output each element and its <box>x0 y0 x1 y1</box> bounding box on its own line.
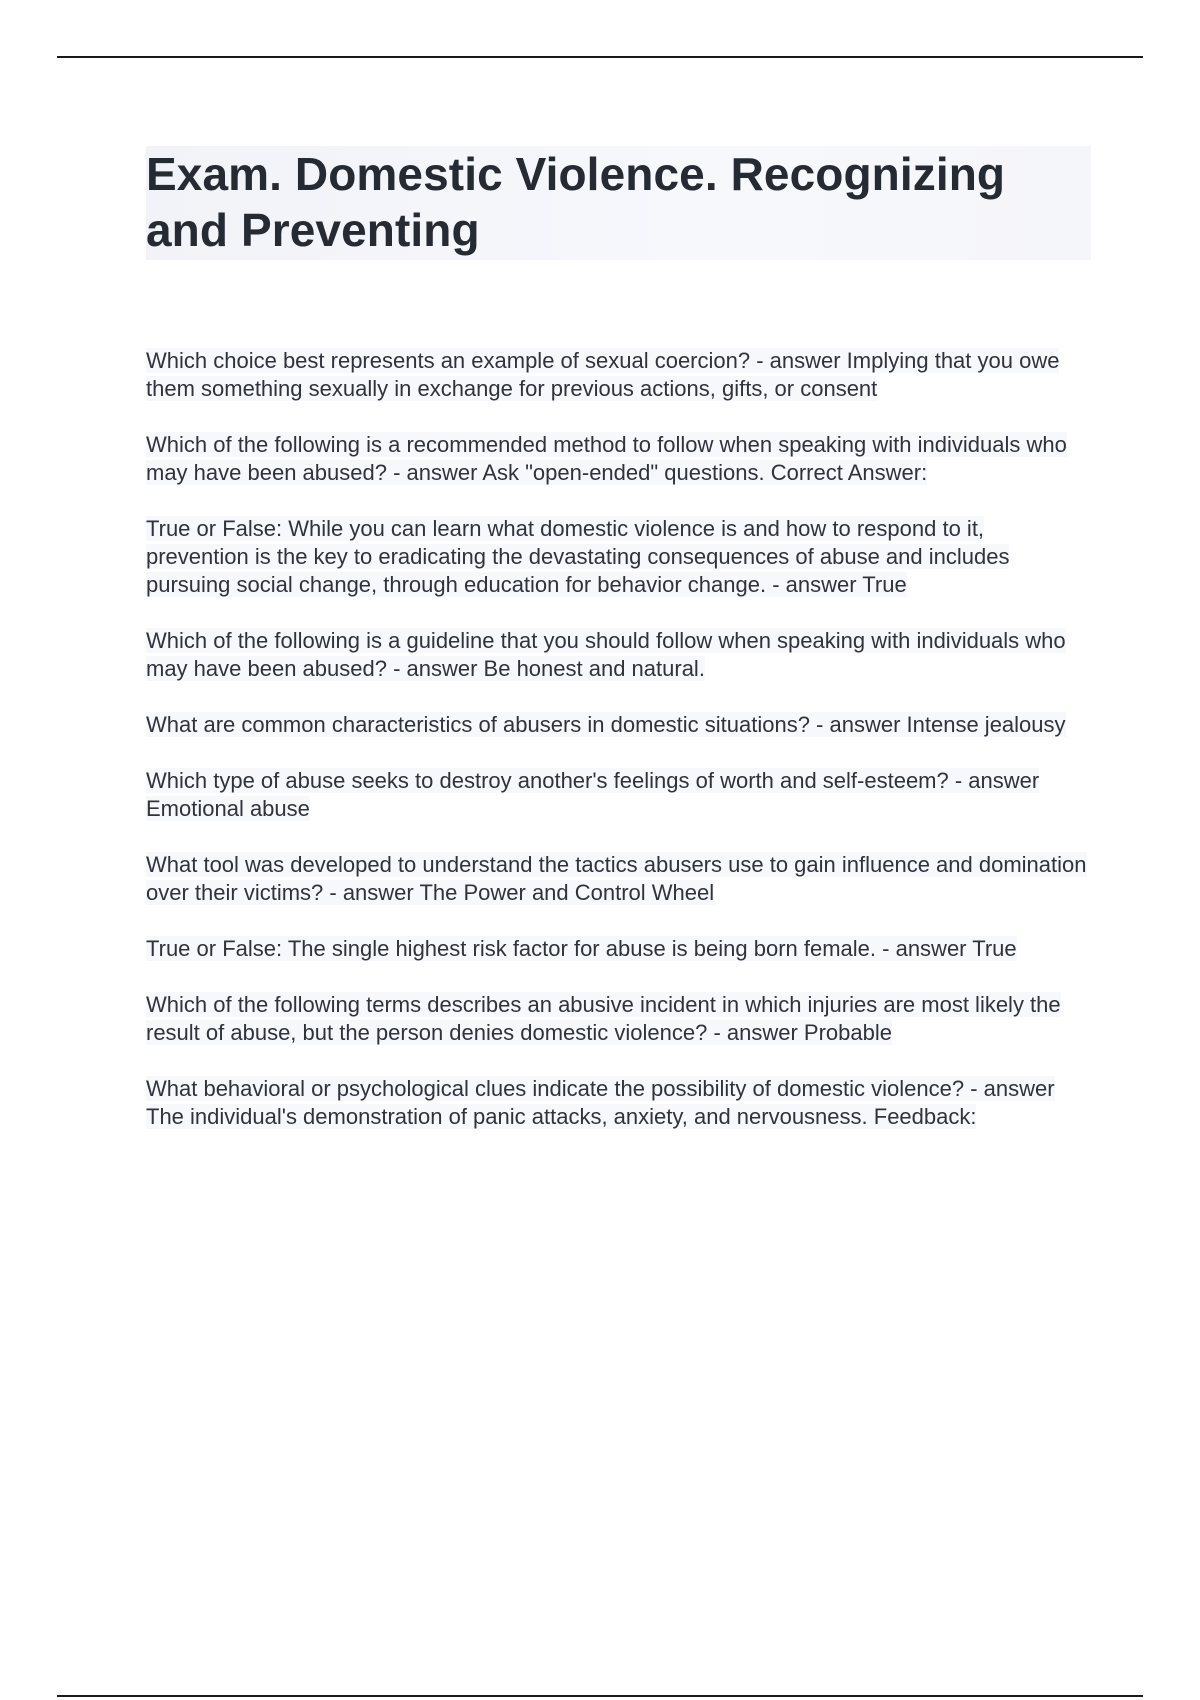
qa-text: What are common characteristics of abusers in domestic situations? - answer Intense jealousy <box>146 712 1066 737</box>
top-rule <box>57 56 1143 58</box>
document-title: Exam. Domestic Violence. Recognizing and Preventing <box>146 146 1091 260</box>
document-body <box>146 146 1091 1131</box>
qa-item-3 <box>146 515 1091 599</box>
qa-text: Which of the following is a recommended method to follow when speaking with individuals who may have been abused? - answer Ask "open-ended" questions. Correct Answer: <box>146 432 1067 485</box>
qa-text: True or False: The single highest risk factor for abuse is being born female. - answer True <box>146 936 1017 961</box>
qa-item-9 <box>146 991 1091 1047</box>
qa-item-5 <box>146 711 1091 739</box>
qa-text: Which of the following terms describes an abusive incident in which injuries are most likely the result of abuse, but the person denies domestic violence? - answer Probable <box>146 992 1061 1045</box>
qa-item-8 <box>146 935 1091 963</box>
qa-text: Which type of abuse seeks to destroy another's feelings of worth and self-esteem? - answer Emotional abuse <box>146 768 1040 821</box>
qa-item-4 <box>146 627 1091 683</box>
qa-item-1 <box>146 347 1091 403</box>
qa-text: True or False: While you can learn what domestic violence is and how to respond to it, prevention is the key to eradicating the devastating consequences of abuse and includes pursuing social change, through education for behavior change. - answer True <box>146 516 1010 597</box>
qa-item-10 <box>146 1075 1091 1131</box>
qa-list <box>146 347 1091 1131</box>
qa-item-2 <box>146 431 1091 487</box>
qa-text: What behavioral or psychological clues indicate the possibility of domestic violence? - answer The individual's demonstration of panic attacks, anxiety, and nervousness. Feedback: <box>146 1076 1055 1129</box>
qa-item-7 <box>146 851 1091 907</box>
bottom-rule <box>57 1695 1143 1697</box>
qa-item-6 <box>146 767 1091 823</box>
qa-text: Which of the following is a guideline that you should follow when speaking with individuals who may have been abused? - answer Be honest and natural. <box>146 628 1066 681</box>
qa-text: What tool was developed to understand the tactics abusers use to gain influence and domination over their victims? - answer The Power and Control Wheel <box>146 852 1087 905</box>
qa-text: Which choice best represents an example of sexual coercion? - answer Implying that you owe them something sexually in exchange for previous actions, gifts, or consent <box>146 348 1060 401</box>
